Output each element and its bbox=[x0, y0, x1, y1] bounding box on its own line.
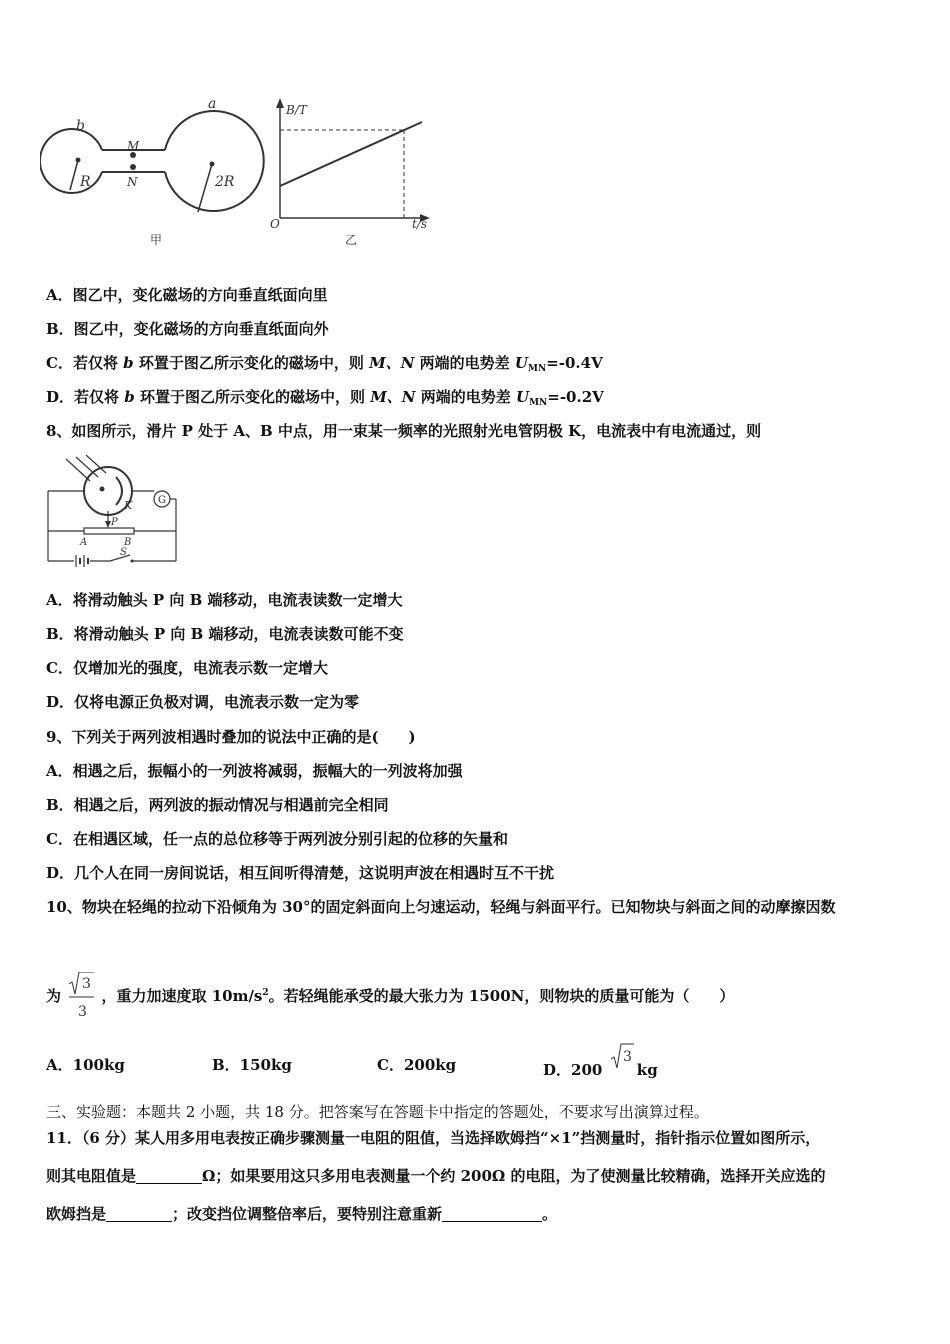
figure-rings-and-graph bbox=[40, 94, 440, 254]
svg-text:3: 3 bbox=[622, 1049, 632, 1065]
label-P: P bbox=[111, 517, 118, 528]
label-S: S bbox=[120, 547, 127, 558]
label-R: R bbox=[80, 174, 91, 190]
svg-text:3: 3 bbox=[82, 976, 92, 992]
answer-blank-2[interactable] bbox=[106, 1205, 172, 1222]
q8-option-a: A．将滑动触头 P 向 B 端移动，电流表读数一定增大 bbox=[46, 591, 403, 609]
ring-a bbox=[165, 111, 264, 211]
q9-option-d: D．几个人在同一房间说话，相互间听得清楚，这说明声波在相遇时互不干扰 bbox=[46, 864, 555, 882]
fraction-root3-over-3 bbox=[66, 972, 96, 1022]
svg-text:3: 3 bbox=[78, 1004, 88, 1020]
label-A: A bbox=[80, 537, 88, 548]
q9-option-b: B．相遇之后，两列波的振动情况与相遇前完全相同 bbox=[46, 796, 389, 814]
label-N: N bbox=[127, 175, 138, 189]
q7-option-c: C．若仅将 b 环置于图乙所示变化的磁场中，则 M、N 两端的电势差 $U_{MN}=-0.4V$ bbox=[46, 354, 603, 374]
q9-stem: 9、下列关于两列波相遇时叠加的说法中正确的是( ) bbox=[46, 728, 416, 746]
label-BT: B/T bbox=[286, 103, 307, 117]
answer-blank-3[interactable] bbox=[442, 1205, 542, 1222]
b-t-line bbox=[280, 122, 422, 186]
q7-option-a: A．图乙中，变化磁场的方向垂直纸面向里 bbox=[46, 286, 328, 304]
label-K: K bbox=[124, 499, 133, 512]
q11-line3: 欧姆挡是 ；改变挡位调整倍率后，要特别注意重新 。 bbox=[46, 1205, 558, 1223]
label-O: O bbox=[270, 217, 280, 231]
q8-option-b: B．将滑动触头 P 向 B 端移动，电流表读数可能不变 bbox=[46, 625, 404, 643]
label-ts: t/s bbox=[412, 217, 428, 231]
rheostat bbox=[84, 528, 134, 534]
answer-blank-1[interactable] bbox=[136, 1167, 202, 1184]
q8-stem: 8、如图所示，滑片 P 处于 A、B 中点，用一束某一频率的光照射光电管阴极 K，电流表中有电流通过，则 bbox=[46, 422, 762, 440]
label-M: M bbox=[127, 139, 140, 153]
q11-line2: 则其电阻值是 Ω；如果要用这只多用电表测量一个约 200Ω 的电阻，为了使测量比较精确，选择开关应选的 bbox=[46, 1167, 826, 1185]
q7-option-b: B．图乙中，变化磁场的方向垂直纸面向外 bbox=[46, 320, 329, 338]
q9-option-c: C．在相遇区域，任一点的总位移等于两列波分别引起的位移的矢量和 bbox=[46, 830, 508, 848]
terminal-N bbox=[130, 164, 136, 170]
label-2R: 2R bbox=[215, 174, 235, 190]
q9-option-a: A．相遇之后，振幅小的一列波将减弱，振幅大的一列波将加强 bbox=[46, 762, 463, 780]
q10-stem-line1: 10、物块在轻绳的拉动下沿倾角为 30°的固定斜面向上匀速运动，轻绳与斜面平行。已知物块与斜面之间的动摩擦因数 bbox=[46, 898, 836, 916]
section3-header: 三、实验题：本题共 2 小题，共 18 分。把答案写在答题卡中指定的答题处，不要求写出演算过程。 bbox=[46, 1103, 709, 1121]
caption-yi: 乙 bbox=[345, 233, 358, 247]
q8-option-d: D．仅将电源正负极对调，电流表示数一定为零 bbox=[46, 693, 360, 711]
q8-option-c: C．仅增加光的强度，电流表示数一定增大 bbox=[46, 659, 328, 677]
label-b: b bbox=[76, 118, 85, 134]
label-G: G bbox=[158, 495, 166, 506]
q10-stem-line2: 为 3 3 ，重力加速度取 $10m/s^2$。若轻绳能承受的最大张力为 1500N，则物块的质量可能为（ ） bbox=[46, 968, 734, 1022]
q7-option-d: D．若仅将 b 环置于图乙所示变化的磁场中，则 M、N 两端的电势差 $U_{MN}=-0.2V$ bbox=[46, 388, 604, 408]
label-a: a bbox=[208, 96, 217, 112]
label-B: B bbox=[124, 537, 132, 548]
caption-jia: 甲 bbox=[150, 233, 163, 247]
q11-line1: 11．（6 分）某人用多用电表按正确步骤测量一电阻的阻值，当选择欧姆挡“×1”挡测量时，指针指示位置如图所示， bbox=[46, 1129, 821, 1147]
figure-phototube-circuit bbox=[44, 455, 184, 575]
